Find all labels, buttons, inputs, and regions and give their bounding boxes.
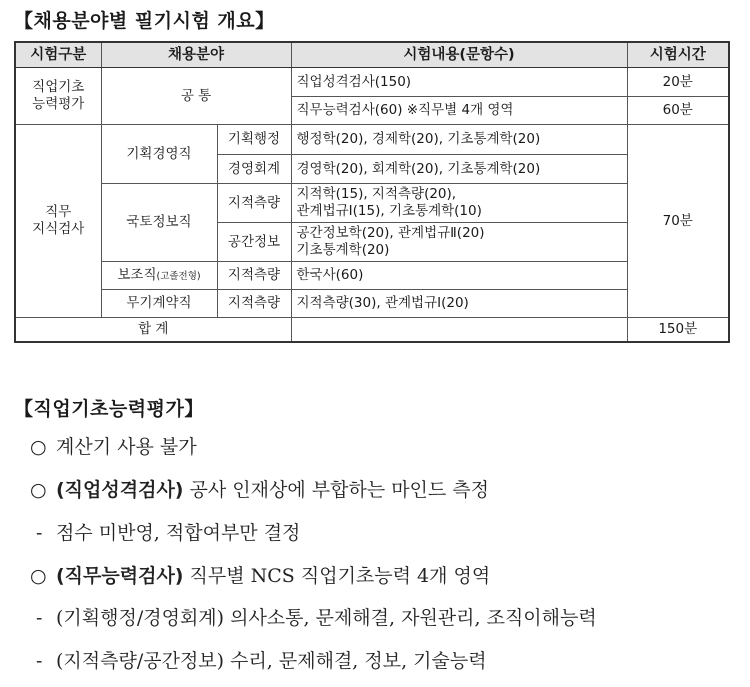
dash-marker: - (36, 650, 43, 672)
contract-content: 지적측량(30), 관계법규Ⅰ(20) (291, 290, 627, 318)
note-personality-test (30, 475, 489, 502)
note-aptitude-test (30, 561, 490, 588)
note-personality-test-text: 공사 인재상에 부합하는 마인드 측정 (183, 479, 490, 501)
total-content-empty (291, 318, 627, 343)
land-survey-content (291, 184, 627, 223)
planning-management-group: 기획경영직 (101, 125, 217, 184)
job-knowledge-category (15, 125, 101, 318)
personality-test-time: 20분 (627, 68, 729, 97)
land-info-group: 국토정보직 (101, 184, 217, 262)
bullet-circle-icon: ○ (30, 436, 47, 458)
basic-ability-category (15, 68, 101, 125)
note-survey-areas (36, 646, 487, 673)
note-aptitude-test-label: (직무능력검사) (56, 565, 184, 587)
total-time: 150분 (627, 318, 729, 343)
land-survey-content-text: 지적학(15), 지적측량(20), 관계법규Ⅰ(15), 기초통계학(10) (296, 186, 482, 219)
land-spatial-content (291, 223, 627, 262)
table-total-row (15, 318, 729, 343)
basic-ability-category-text: 직업기초 능력평가 (32, 79, 85, 112)
exam-overview-table (14, 41, 730, 343)
basic-ability-heading: 【직업기초능력평가】 (14, 398, 204, 420)
note-aptitude-test-text: 직무별 NCS 직업기초능력 4개 영역 (183, 565, 491, 587)
note-calculator-text: 계산기 사용 불가 (56, 436, 197, 458)
table-row (15, 125, 729, 155)
dash-marker: - (36, 607, 43, 629)
assist-group (101, 262, 217, 290)
assist-content: 한국사(60) (291, 262, 627, 290)
table-row (15, 262, 729, 290)
contract-group: 무기계약직 (101, 290, 217, 318)
dash-marker: - (36, 522, 43, 544)
table-row (15, 68, 729, 97)
assist-group-note: (고졸전형) (156, 270, 201, 282)
contract-sub: 지적측량 (217, 290, 291, 318)
note-personality-test-label: (직업성격검사) (56, 479, 184, 501)
header-field: 채용분야 (101, 42, 291, 68)
assist-group-label: 보조직 (117, 266, 157, 283)
land-survey-sub: 지적측량 (217, 184, 291, 223)
bullet-circle-icon: ○ (30, 479, 47, 501)
header-content: 시험내용(문항수) (291, 42, 627, 68)
assist-sub: 지적측량 (217, 262, 291, 290)
note-planning-areas-text: (기획행정/경영회계) 의사소통, 문제해결, 자원관리, 조직이해능력 (56, 607, 597, 629)
planning-admin-content: 행정학(20), 경제학(20), 기초통계학(20) (291, 125, 627, 155)
land-spatial-sub: 공간정보 (217, 223, 291, 262)
personality-test-content: 직업성격검사(150) (291, 68, 627, 97)
planning-admin-sub: 기획행정 (217, 125, 291, 155)
note-calculator (30, 432, 197, 459)
note-survey-areas-text: (지적측량/공간정보) 수리, 문제해결, 정보, 기술능력 (56, 650, 487, 672)
table-header-row (15, 42, 729, 68)
note-score-excluded-text: 점수 미반영, 적합여부만 결정 (56, 522, 301, 544)
header-time: 시험시간 (627, 42, 729, 68)
table-row (15, 290, 729, 318)
header-exam-type: 시험구분 (15, 42, 101, 68)
overview-heading: 【채용분야별 필기시험 개요】 (14, 10, 275, 32)
note-planning-areas (36, 603, 597, 630)
aptitude-test-time: 60분 (627, 97, 729, 125)
common-field: 공 통 (101, 68, 291, 125)
bullet-circle-icon: ○ (30, 565, 47, 587)
planning-account-content: 경영학(20), 회계학(20), 기초통계학(20) (291, 155, 627, 184)
note-score-excluded (36, 518, 300, 545)
land-spatial-content-text: 공간정보학(20), 관계법규Ⅱ(20) 기초통계학(20) (296, 225, 485, 258)
job-knowledge-category-text: 직무 지식검사 (32, 204, 85, 237)
job-knowledge-time: 70분 (627, 125, 729, 318)
aptitude-test-content: 직무능력검사(60) ※직무별 4개 영역 (291, 97, 627, 125)
table-row (15, 184, 729, 223)
planning-account-sub: 경영회계 (217, 155, 291, 184)
total-label: 합 계 (15, 318, 291, 343)
